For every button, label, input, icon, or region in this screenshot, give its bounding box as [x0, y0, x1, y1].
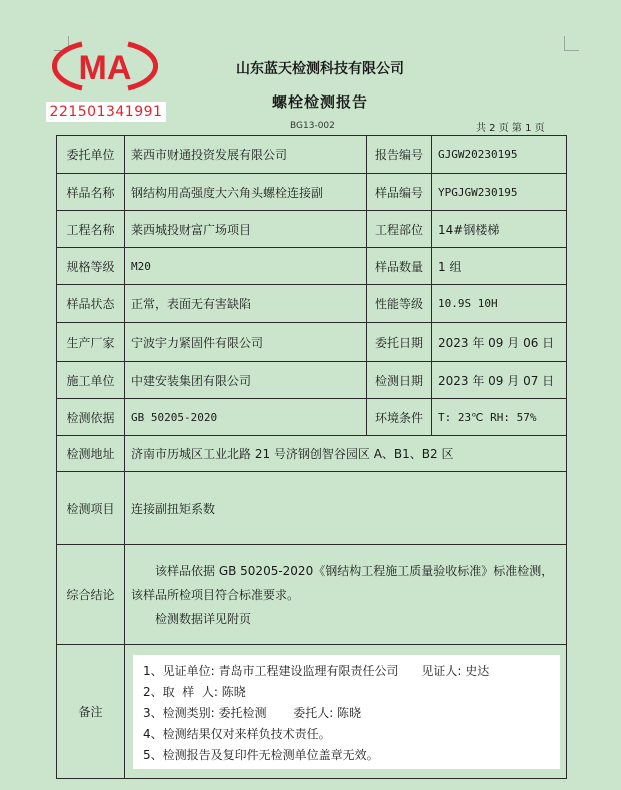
state-label: 样品状态 — [57, 285, 125, 323]
remark-line: 1、见证单位: 青岛市工程建设监理有限责任公司 见证人: 史达 — [143, 663, 490, 678]
client-label: 委托单位 — [57, 136, 125, 174]
table-row — [57, 323, 567, 362]
sample-no-value: YPGJGW230195 — [432, 174, 567, 211]
conclusion-label: 综合结论 — [57, 545, 125, 645]
page-info: 共 2 页 第 1 页 — [476, 123, 545, 134]
table-row — [57, 362, 567, 399]
env-label: 环境条件 — [367, 399, 432, 436]
ma-logo-text: MA — [78, 49, 132, 87]
conclusion-line: 该样品所检项目符合标准要求。 — [131, 587, 300, 602]
conclusion-line: 检测数据详见附页 — [155, 611, 252, 626]
report-no-value: GJGW20230195 — [432, 136, 567, 174]
grade-label: 性能等级 — [367, 285, 432, 323]
test-date-label: 检测日期 — [367, 362, 432, 399]
conclusion-line: 该样品依据 GB 50205-2020《钢结构工程施工质量验收标准》标准检测， — [155, 563, 554, 578]
test-date-value: 2023 年 09 月 07 日 — [432, 362, 567, 399]
table-row — [57, 436, 567, 472]
remark-line: 3、检测类别: 委托检测 委托人: 陈晓 — [143, 705, 362, 720]
item-value: 连接副扭矩系数 — [125, 472, 567, 545]
table-row — [57, 399, 567, 436]
maker-value: 宁波宇力紧固件有限公司 — [125, 323, 367, 362]
report-no-label: 报告编号 — [367, 136, 432, 174]
remarks-box — [133, 655, 560, 769]
table-row — [57, 174, 567, 211]
basis-label: 检测依据 — [57, 399, 125, 436]
remark-line: 2、取 样 人: 陈晓 — [143, 684, 246, 699]
sample-name-value: 钢结构用高强度大六角头螺栓连接副 — [125, 174, 367, 211]
location-value: 14#钢楼梯 — [432, 211, 567, 248]
state-value: 正常，表面无有害缺陷 — [125, 285, 367, 323]
report-table — [56, 135, 567, 779]
maker-label: 生产厂家 — [57, 323, 125, 362]
ma-logo-arc-right — [128, 44, 156, 88]
client-value: 莱西市财通投资发展有限公司 — [125, 136, 367, 174]
grade-value: 10.9S 10H — [432, 285, 567, 323]
basis-value: GB 50205-2020 — [125, 399, 367, 436]
sample-name-label: 样品名称 — [57, 174, 125, 211]
sample-no-label: 样品编号 — [367, 174, 432, 211]
spec-value: M20 — [125, 248, 367, 285]
table-row — [57, 248, 567, 285]
remark-line: 5、检测报告及复印件无检测单位盖章无效。 — [143, 747, 379, 762]
table-row — [57, 472, 567, 545]
ma-logo-code: 221501341991 — [46, 102, 166, 122]
table-row — [57, 211, 567, 248]
table-row — [57, 645, 567, 779]
location-label: 工程部位 — [367, 211, 432, 248]
form-code: BG13-002 — [290, 121, 335, 131]
table-row — [57, 285, 567, 323]
spec-label: 规格等级 — [57, 248, 125, 285]
remarks-label: 备注 — [57, 645, 125, 779]
constructor-value: 中建安装集团有限公司 — [125, 362, 367, 399]
remarks-cell — [125, 645, 567, 779]
project-value: 莱西城投财富广场项目 — [125, 211, 367, 248]
table-row — [57, 545, 567, 645]
env-value: T: 23℃ RH: 57% — [432, 399, 567, 436]
address-value: 济南市历城区工业北路 21 号济钢创智谷园区 A、B1、B2 区 — [125, 436, 567, 472]
address-label: 检测地址 — [57, 436, 125, 472]
item-label: 检测项目 — [57, 472, 125, 545]
qty-label: 样品数量 — [367, 248, 432, 285]
qty-value: 1 组 — [432, 248, 567, 285]
ma-certification-logo — [52, 36, 158, 96]
table-row — [57, 136, 567, 174]
company-name: 山东蓝天检测科技有限公司 — [236, 61, 404, 77]
conclusion-cell — [125, 545, 567, 645]
report-title: 螺栓检测报告 — [271, 93, 368, 111]
entrust-date-value: 2023 年 09 月 06 日 — [432, 323, 567, 362]
entrust-date-label: 委托日期 — [367, 323, 432, 362]
remark-line: 4、检测结果仅对来样负技术责任。 — [143, 726, 331, 741]
project-label: 工程名称 — [57, 211, 125, 248]
constructor-label: 施工单位 — [57, 362, 125, 399]
crop-mark-right — [564, 36, 579, 51]
